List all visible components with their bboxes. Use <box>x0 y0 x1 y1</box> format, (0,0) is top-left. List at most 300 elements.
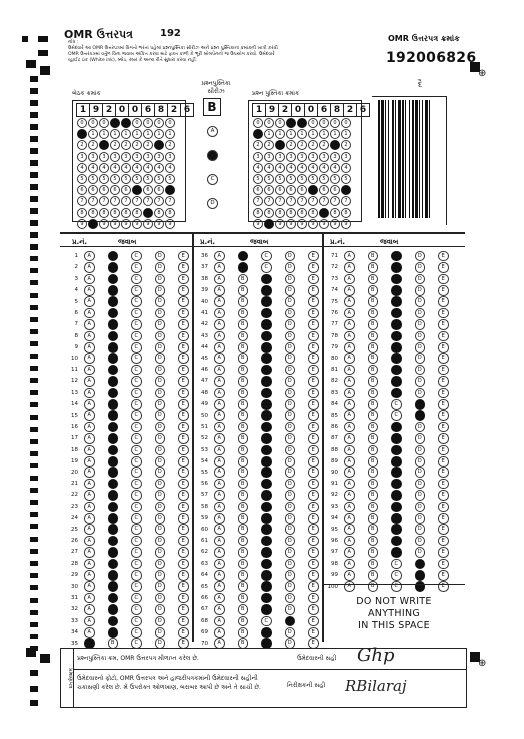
answer-bubble-a[interactable]: A <box>84 285 95 296</box>
answer-bubble-c[interactable]: C <box>261 627 272 638</box>
answer-bubble-d[interactable]: D <box>155 616 166 627</box>
answer-bubble-c[interactable]: C <box>261 456 272 467</box>
answer-bubble-a[interactable]: A <box>84 410 95 421</box>
digit-bubble[interactable]: 4 <box>253 163 263 173</box>
answer-bubble-c[interactable]: C <box>261 331 272 342</box>
digit-bubble[interactable]: 8 <box>132 208 142 218</box>
answer-bubble-d[interactable]: D <box>285 627 296 638</box>
answer-bubble-a[interactable]: A <box>214 627 225 638</box>
answer-bubble-d[interactable]: D <box>155 353 166 364</box>
answer-bubble-a[interactable]: A <box>214 388 225 399</box>
answer-bubble-a[interactable]: A <box>344 547 355 558</box>
answer-bubble-a[interactable]: A <box>84 490 95 501</box>
digit-bubble[interactable]: 7 <box>99 196 109 206</box>
answer-bubble-d[interactable]: D <box>415 513 426 524</box>
digit-bubble[interactable]: 9 <box>110 219 120 229</box>
answer-bubble-e[interactable]: E <box>178 308 189 319</box>
answer-bubble-e[interactable]: E <box>178 399 189 410</box>
digit-bubble[interactable]: 7 <box>297 196 307 206</box>
answer-bubble-a[interactable]: A <box>84 559 95 570</box>
answer-bubble-a[interactable]: A <box>84 388 95 399</box>
digit-bubble[interactable]: 6 <box>297 185 307 195</box>
digit-bubble[interactable]: 2 <box>77 140 87 150</box>
series-bubble-a[interactable]: A <box>207 126 218 137</box>
digit-bubble[interactable]: 1 <box>264 129 274 139</box>
answer-bubble-e[interactable]: E <box>178 342 189 353</box>
answer-bubble-b[interactable]: B <box>108 376 119 387</box>
answer-bubble-c[interactable]: C <box>131 524 142 535</box>
answer-bubble-b[interactable]: B <box>368 262 379 273</box>
answer-bubble-a[interactable]: A <box>84 524 95 535</box>
digit-bubble[interactable]: 9 <box>341 219 351 229</box>
digit-bubble[interactable]: 8 <box>165 208 175 218</box>
answer-bubble-e[interactable]: E <box>308 513 319 524</box>
answer-bubble-d[interactable]: D <box>155 490 166 501</box>
answer-bubble-a[interactable]: A <box>344 490 355 501</box>
answer-bubble-b[interactable]: B <box>238 524 249 535</box>
answer-bubble-b[interactable]: B <box>108 308 119 319</box>
answer-bubble-a[interactable]: A <box>214 547 225 558</box>
answer-bubble-b[interactable]: B <box>108 456 119 467</box>
answer-bubble-b[interactable]: B <box>108 262 119 273</box>
answer-bubble-e[interactable]: E <box>308 593 319 604</box>
digit-bubble[interactable]: 3 <box>297 152 307 162</box>
answer-bubble-e[interactable]: E <box>308 388 319 399</box>
digit-bubble[interactable]: 3 <box>253 152 263 162</box>
digit-bubble[interactable]: 1 <box>308 129 318 139</box>
answer-bubble-e[interactable]: E <box>438 513 449 524</box>
answer-bubble-c[interactable]: C <box>391 285 402 296</box>
digit-bubble[interactable]: 0 <box>297 118 307 128</box>
answer-bubble-e[interactable]: E <box>438 467 449 478</box>
answer-bubble-b[interactable]: B <box>238 536 249 547</box>
answer-bubble-d[interactable]: D <box>415 251 426 262</box>
answer-bubble-a[interactable]: A <box>84 604 95 615</box>
answer-bubble-e[interactable]: E <box>308 467 319 478</box>
answer-bubble-d[interactable]: D <box>285 502 296 513</box>
answer-bubble-a[interactable]: A <box>344 342 355 353</box>
digit-bubble[interactable]: 6 <box>132 185 142 195</box>
answer-bubble-d[interactable]: D <box>285 479 296 490</box>
answer-bubble-c[interactable]: C <box>131 581 142 592</box>
answer-bubble-a[interactable]: A <box>214 456 225 467</box>
answer-bubble-e[interactable]: E <box>438 342 449 353</box>
answer-bubble-e[interactable]: E <box>308 365 319 376</box>
digit-bubble[interactable]: 9 <box>165 219 175 229</box>
answer-bubble-d[interactable]: D <box>285 285 296 296</box>
answer-bubble-e[interactable]: E <box>438 331 449 342</box>
answer-bubble-b[interactable]: B <box>108 513 119 524</box>
answer-bubble-d[interactable]: D <box>155 570 166 581</box>
digit-bubble[interactable]: 5 <box>275 174 285 184</box>
digit-bubble[interactable]: 4 <box>132 163 142 173</box>
answer-bubble-b[interactable]: B <box>238 581 249 592</box>
answer-bubble-e[interactable]: E <box>438 433 449 444</box>
answer-bubble-c[interactable]: C <box>261 296 272 307</box>
answer-bubble-b[interactable]: B <box>238 616 249 627</box>
answer-bubble-e[interactable]: E <box>178 410 189 421</box>
digit-bubble[interactable]: 1 <box>165 129 175 139</box>
answer-bubble-c[interactable]: C <box>131 502 142 513</box>
digit-bubble[interactable]: 4 <box>165 163 175 173</box>
answer-bubble-b[interactable]: B <box>108 445 119 456</box>
digit-bubble[interactable]: 6 <box>99 185 109 195</box>
answer-bubble-a[interactable]: A <box>214 490 225 501</box>
answer-bubble-d[interactable]: D <box>155 308 166 319</box>
answer-bubble-b[interactable]: B <box>368 319 379 330</box>
digit-bubble[interactable]: 8 <box>275 208 285 218</box>
answer-bubble-c[interactable]: C <box>391 490 402 501</box>
digit-bubble[interactable]: 0 <box>264 118 274 128</box>
answer-bubble-b[interactable]: B <box>368 388 379 399</box>
answer-bubble-b[interactable]: B <box>368 365 379 376</box>
answer-bubble-d[interactable]: D <box>155 433 166 444</box>
answer-bubble-c[interactable]: C <box>391 559 402 570</box>
answer-bubble-c[interactable]: C <box>391 410 402 421</box>
answer-bubble-a[interactable]: A <box>214 513 225 524</box>
answer-bubble-b[interactable]: B <box>238 559 249 570</box>
answer-bubble-c[interactable]: C <box>261 251 272 262</box>
digit-bubble[interactable]: 8 <box>121 208 131 218</box>
answer-bubble-c[interactable]: C <box>391 262 402 273</box>
answer-bubble-c[interactable]: C <box>391 319 402 330</box>
answer-bubble-a[interactable]: A <box>344 433 355 444</box>
answer-bubble-c[interactable]: C <box>261 308 272 319</box>
answer-bubble-d[interactable]: D <box>415 410 426 421</box>
answer-bubble-a[interactable]: A <box>84 251 95 262</box>
answer-bubble-b[interactable]: B <box>368 467 379 478</box>
answer-bubble-d[interactable]: D <box>415 490 426 501</box>
answer-bubble-d[interactable]: D <box>285 422 296 433</box>
answer-bubble-a[interactable]: A <box>214 399 225 410</box>
digit-bubble[interactable]: 1 <box>275 129 285 139</box>
answer-bubble-c[interactable]: C <box>391 353 402 364</box>
digit-bubble[interactable]: 0 <box>110 118 120 128</box>
answer-bubble-c[interactable]: C <box>131 319 142 330</box>
answer-bubble-d[interactable]: D <box>285 638 296 649</box>
digit-bubble[interactable]: 5 <box>264 174 274 184</box>
answer-bubble-b[interactable]: B <box>238 399 249 410</box>
digit-bubble[interactable]: 6 <box>330 185 340 195</box>
answer-bubble-c[interactable]: C <box>391 445 402 456</box>
answer-bubble-d[interactable]: D <box>415 399 426 410</box>
answer-bubble-e[interactable]: E <box>308 547 319 558</box>
answer-bubble-d[interactable]: D <box>285 547 296 558</box>
digit-bubble[interactable]: 7 <box>77 196 87 206</box>
answer-bubble-b[interactable]: B <box>368 581 379 592</box>
answer-bubble-a[interactable]: A <box>84 399 95 410</box>
answer-bubble-a[interactable]: A <box>84 581 95 592</box>
answer-bubble-b[interactable]: B <box>238 410 249 421</box>
answer-bubble-d[interactable]: D <box>415 388 426 399</box>
digit-bubble[interactable]: 2 <box>110 140 120 150</box>
answer-bubble-e[interactable]: E <box>178 433 189 444</box>
digit-bubble[interactable]: 6 <box>121 185 131 195</box>
answer-bubble-d[interactable]: D <box>285 296 296 307</box>
answer-bubble-a[interactable]: A <box>214 502 225 513</box>
answer-bubble-c[interactable]: C <box>131 251 142 262</box>
answer-bubble-e[interactable]: E <box>438 581 449 592</box>
answer-bubble-e[interactable]: E <box>308 433 319 444</box>
answer-bubble-d[interactable]: D <box>285 274 296 285</box>
digit-bubble[interactable]: 5 <box>88 174 98 184</box>
answer-bubble-a[interactable]: A <box>344 319 355 330</box>
answer-bubble-d[interactable]: D <box>415 536 426 547</box>
digit-bubble[interactable]: 6 <box>110 185 120 195</box>
answer-bubble-e[interactable]: E <box>438 536 449 547</box>
digit-bubble[interactable]: 0 <box>143 118 153 128</box>
digit-bubble[interactable]: 7 <box>308 196 318 206</box>
digit-bubble[interactable]: 6 <box>319 185 329 195</box>
digit-bubble[interactable]: 2 <box>341 140 351 150</box>
answer-bubble-b[interactable]: B <box>108 296 119 307</box>
answer-bubble-b[interactable]: B <box>368 559 379 570</box>
digit-bubble[interactable]: 1 <box>77 129 87 139</box>
answer-bubble-a[interactable]: A <box>344 376 355 387</box>
answer-bubble-d[interactable]: D <box>285 570 296 581</box>
answer-bubble-b[interactable]: B <box>238 388 249 399</box>
answer-bubble-a[interactable]: A <box>214 604 225 615</box>
answer-bubble-a[interactable]: A <box>214 365 225 376</box>
digit-bubble[interactable]: 3 <box>99 152 109 162</box>
answer-bubble-c[interactable]: C <box>131 331 142 342</box>
answer-bubble-a[interactable]: A <box>344 445 355 456</box>
answer-bubble-d[interactable]: D <box>285 456 296 467</box>
answer-bubble-d[interactable]: D <box>155 638 166 649</box>
answer-bubble-e[interactable]: E <box>438 502 449 513</box>
answer-bubble-c[interactable]: C <box>131 308 142 319</box>
digit-bubble[interactable]: 8 <box>286 208 296 218</box>
digit-bubble[interactable]: 3 <box>110 152 120 162</box>
answer-bubble-d[interactable]: D <box>155 627 166 638</box>
answer-bubble-b[interactable]: B <box>108 570 119 581</box>
answer-bubble-c[interactable]: C <box>391 456 402 467</box>
answer-bubble-d[interactable]: D <box>285 616 296 627</box>
answer-bubble-d[interactable]: D <box>415 319 426 330</box>
digit-bubble[interactable]: 2 <box>132 140 142 150</box>
digit-bubble[interactable]: 8 <box>110 208 120 218</box>
answer-bubble-c[interactable]: C <box>391 331 402 342</box>
answer-bubble-a[interactable]: A <box>214 422 225 433</box>
answer-bubble-e[interactable]: E <box>178 559 189 570</box>
answer-bubble-e[interactable]: E <box>308 638 319 649</box>
digit-bubble[interactable]: 4 <box>143 163 153 173</box>
answer-bubble-c[interactable]: C <box>131 616 142 627</box>
digit-bubble[interactable]: 4 <box>121 163 131 173</box>
digit-bubble[interactable]: 6 <box>77 185 87 195</box>
answer-bubble-a[interactable]: A <box>84 570 95 581</box>
digit-bubble[interactable]: 3 <box>308 152 318 162</box>
answer-bubble-c[interactable]: C <box>391 365 402 376</box>
digit-bubble[interactable]: 8 <box>308 208 318 218</box>
answer-bubble-a[interactable]: A <box>344 581 355 592</box>
answer-bubble-d[interactable]: D <box>415 547 426 558</box>
answer-bubble-c[interactable]: C <box>131 285 142 296</box>
answer-bubble-b[interactable]: B <box>368 274 379 285</box>
answer-bubble-d[interactable]: D <box>155 399 166 410</box>
answer-bubble-a[interactable]: A <box>214 353 225 364</box>
answer-bubble-a[interactable]: A <box>84 456 95 467</box>
answer-bubble-e[interactable]: E <box>308 445 319 456</box>
answer-bubble-b[interactable]: B <box>108 502 119 513</box>
digit-bubble[interactable]: 4 <box>154 163 164 173</box>
answer-bubble-c[interactable]: C <box>391 422 402 433</box>
answer-bubble-b[interactable]: B <box>368 342 379 353</box>
digit-bubble[interactable]: 7 <box>88 196 98 206</box>
answer-bubble-d[interactable]: D <box>415 342 426 353</box>
answer-bubble-e[interactable]: E <box>308 422 319 433</box>
answer-bubble-c[interactable]: C <box>131 547 142 558</box>
answer-bubble-b[interactable]: B <box>368 331 379 342</box>
answer-bubble-e[interactable]: E <box>308 581 319 592</box>
digit-bubble[interactable]: 3 <box>330 152 340 162</box>
answer-bubble-b[interactable]: B <box>238 502 249 513</box>
answer-bubble-b[interactable]: B <box>368 285 379 296</box>
answer-bubble-b[interactable]: B <box>108 353 119 364</box>
digit-bubble[interactable]: 9 <box>297 219 307 229</box>
answer-bubble-d[interactable]: D <box>285 251 296 262</box>
answer-bubble-e[interactable]: E <box>308 570 319 581</box>
digit-bubble[interactable]: 9 <box>308 219 318 229</box>
answer-bubble-b[interactable]: B <box>368 308 379 319</box>
digit-bubble[interactable]: 9 <box>330 219 340 229</box>
digit-bubble[interactable]: 8 <box>99 208 109 218</box>
answer-bubble-e[interactable]: E <box>178 456 189 467</box>
digit-bubble[interactable]: 0 <box>132 118 142 128</box>
answer-bubble-a[interactable]: A <box>84 627 95 638</box>
digit-bubble[interactable]: 9 <box>286 219 296 229</box>
answer-bubble-d[interactable]: D <box>155 274 166 285</box>
digit-bubble[interactable]: 8 <box>297 208 307 218</box>
answer-bubble-b[interactable]: B <box>108 524 119 535</box>
digit-bubble[interactable]: 1 <box>132 129 142 139</box>
answer-bubble-d[interactable]: D <box>155 422 166 433</box>
answer-bubble-c[interactable]: C <box>131 559 142 570</box>
answer-bubble-c[interactable]: C <box>391 388 402 399</box>
answer-bubble-d[interactable]: D <box>155 342 166 353</box>
answer-bubble-b[interactable]: B <box>238 490 249 501</box>
answer-bubble-c[interactable]: C <box>131 593 142 604</box>
answer-bubble-d[interactable]: D <box>285 445 296 456</box>
answer-bubble-c[interactable]: C <box>261 559 272 570</box>
answer-bubble-c[interactable]: C <box>391 479 402 490</box>
answer-bubble-a[interactable]: A <box>84 445 95 456</box>
digit-bubble[interactable]: 0 <box>341 118 351 128</box>
answer-bubble-e[interactable]: E <box>308 296 319 307</box>
answer-bubble-c[interactable]: C <box>261 422 272 433</box>
digit-bubble[interactable]: 8 <box>319 208 329 218</box>
answer-bubble-b[interactable]: B <box>368 524 379 535</box>
answer-bubble-c[interactable]: C <box>391 342 402 353</box>
answer-bubble-a[interactable]: A <box>344 365 355 376</box>
answer-bubble-c[interactable]: C <box>391 308 402 319</box>
answer-bubble-c[interactable]: C <box>131 422 142 433</box>
answer-bubble-c[interactable]: C <box>261 536 272 547</box>
answer-bubble-b[interactable]: B <box>108 319 119 330</box>
answer-bubble-a[interactable]: A <box>84 308 95 319</box>
answer-bubble-d[interactable]: D <box>415 285 426 296</box>
answer-bubble-b[interactable]: B <box>238 433 249 444</box>
answer-bubble-a[interactable]: A <box>214 285 225 296</box>
answer-bubble-e[interactable]: E <box>178 490 189 501</box>
digit-bubble[interactable]: 1 <box>253 129 263 139</box>
answer-bubble-c[interactable]: C <box>391 274 402 285</box>
answer-bubble-a[interactable]: A <box>344 456 355 467</box>
answer-bubble-d[interactable]: D <box>285 376 296 387</box>
answer-bubble-b[interactable]: B <box>368 536 379 547</box>
answer-bubble-a[interactable]: A <box>214 342 225 353</box>
digit-bubble[interactable]: 1 <box>99 129 109 139</box>
digit-bubble[interactable]: 7 <box>110 196 120 206</box>
answer-bubble-b[interactable]: B <box>238 353 249 364</box>
answer-bubble-c[interactable]: C <box>261 513 272 524</box>
answer-bubble-a[interactable]: A <box>84 274 95 285</box>
answer-bubble-a[interactable]: A <box>214 467 225 478</box>
answer-bubble-b[interactable]: B <box>238 285 249 296</box>
answer-bubble-c[interactable]: C <box>261 490 272 501</box>
answer-bubble-d[interactable]: D <box>285 388 296 399</box>
answer-bubble-e[interactable]: E <box>308 536 319 547</box>
answer-bubble-e[interactable]: E <box>308 559 319 570</box>
answer-bubble-d[interactable]: D <box>285 513 296 524</box>
answer-bubble-a[interactable]: A <box>214 251 225 262</box>
answer-bubble-e[interactable]: E <box>178 376 189 387</box>
digit-bubble[interactable]: 3 <box>132 152 142 162</box>
answer-bubble-b[interactable]: B <box>238 547 249 558</box>
answer-bubble-a[interactable]: A <box>344 570 355 581</box>
digit-bubble[interactable]: 1 <box>319 129 329 139</box>
digit-bubble[interactable]: 1 <box>154 129 164 139</box>
digit-bubble[interactable]: 5 <box>99 174 109 184</box>
answer-bubble-c[interactable]: C <box>261 616 272 627</box>
digit-bubble[interactable]: 1 <box>88 129 98 139</box>
answer-bubble-c[interactable]: C <box>261 502 272 513</box>
digit-bubble[interactable]: 1 <box>330 129 340 139</box>
digit-bubble[interactable]: 7 <box>275 196 285 206</box>
answer-bubble-e[interactable]: E <box>438 445 449 456</box>
answer-bubble-e[interactable]: E <box>178 285 189 296</box>
answer-bubble-b[interactable]: B <box>238 262 249 273</box>
answer-bubble-c[interactable]: C <box>261 388 272 399</box>
answer-bubble-e[interactable]: E <box>178 467 189 478</box>
answer-bubble-c[interactable]: C <box>391 399 402 410</box>
answer-bubble-e[interactable]: E <box>438 388 449 399</box>
answer-bubble-b[interactable]: B <box>238 308 249 319</box>
answer-bubble-d[interactable]: D <box>155 467 166 478</box>
digit-bubble[interactable]: 0 <box>330 118 340 128</box>
answer-bubble-d[interactable]: D <box>415 502 426 513</box>
answer-bubble-e[interactable]: E <box>438 308 449 319</box>
answer-bubble-d[interactable]: D <box>155 445 166 456</box>
digit-bubble[interactable]: 6 <box>286 185 296 195</box>
answer-bubble-d[interactable]: D <box>155 559 166 570</box>
digit-bubble[interactable]: 4 <box>319 163 329 173</box>
answer-bubble-a[interactable]: A <box>214 593 225 604</box>
answer-bubble-d[interactable]: D <box>155 581 166 592</box>
digit-bubble[interactable]: 7 <box>286 196 296 206</box>
answer-bubble-d[interactable]: D <box>285 593 296 604</box>
answer-bubble-b[interactable]: B <box>238 365 249 376</box>
digit-bubble[interactable]: 1 <box>286 129 296 139</box>
answer-bubble-e[interactable]: E <box>438 319 449 330</box>
answer-bubble-b[interactable]: B <box>368 353 379 364</box>
digit-bubble[interactable]: 2 <box>308 140 318 150</box>
answer-bubble-d[interactable]: D <box>155 285 166 296</box>
answer-bubble-b[interactable]: B <box>108 627 119 638</box>
answer-bubble-b[interactable]: B <box>108 422 119 433</box>
digit-bubble[interactable]: 7 <box>253 196 263 206</box>
digit-bubble[interactable]: 9 <box>154 219 164 229</box>
